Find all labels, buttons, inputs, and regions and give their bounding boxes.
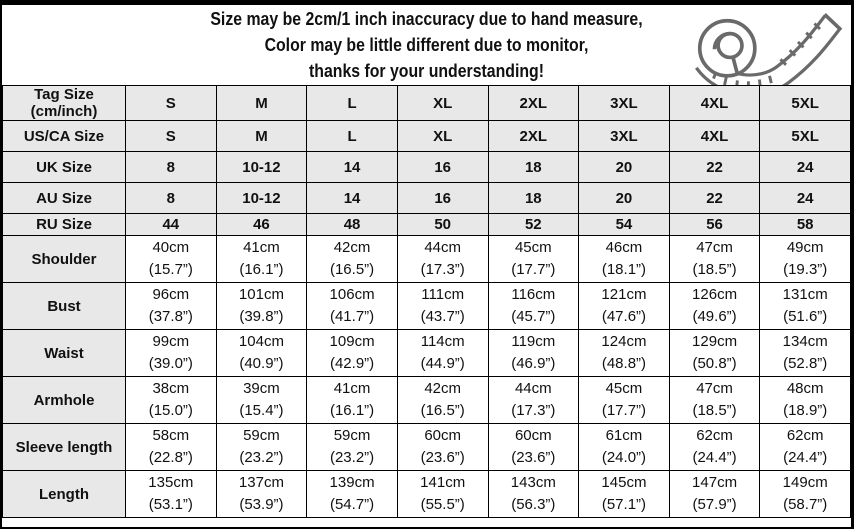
- size-cell: 14: [307, 152, 398, 183]
- measure-cell: [488, 424, 579, 471]
- measure-cell: [760, 377, 851, 424]
- measure-cell: [669, 236, 760, 283]
- measure-cm-value: 42cm: [333, 239, 371, 256]
- measure-cell: [307, 424, 398, 471]
- row-label: [3, 236, 126, 283]
- row-label-line: Waist: [44, 344, 84, 362]
- measure-inch-value: (17.3”): [420, 261, 465, 278]
- size-cell: 18: [488, 183, 579, 214]
- measure-cell: [669, 283, 760, 330]
- measure-cell: [579, 471, 670, 518]
- measure-cm-value: 124cm: [601, 333, 647, 350]
- measure-inch-value: (24.0”): [601, 449, 647, 466]
- measure-cell: [488, 330, 579, 377]
- table-row: [3, 283, 851, 330]
- size-cell: 5XL: [760, 86, 851, 121]
- size-cell: 10-12: [216, 183, 307, 214]
- table-row: [3, 86, 851, 121]
- measure-inch-value: (43.7”): [420, 308, 465, 325]
- row-label: [3, 183, 126, 214]
- measure-inch-value: (45.7”): [511, 308, 556, 325]
- size-cell: 22: [669, 152, 760, 183]
- measure-inch-value: (55.5”): [420, 496, 465, 513]
- size-cell: 10-12: [216, 152, 307, 183]
- size-cell: 8: [126, 183, 217, 214]
- measure-inch-value: (23.2”): [329, 449, 375, 466]
- size-cell: 16: [397, 183, 488, 214]
- measure-cell: [397, 236, 488, 283]
- measure-cm-value: 134cm: [782, 333, 828, 350]
- row-label-line: UK Size: [36, 158, 92, 176]
- row-label: [3, 121, 126, 152]
- measure-cell: [397, 471, 488, 518]
- measure-inch-value: (17.7”): [511, 261, 556, 278]
- measure-cell: [126, 424, 217, 471]
- measure-cell: [126, 377, 217, 424]
- measure-cell: [397, 283, 488, 330]
- measure-cell: [579, 377, 670, 424]
- row-label-line: Sleeve length: [15, 438, 113, 456]
- measure-cell: [126, 330, 217, 377]
- measure-cell: [760, 330, 851, 377]
- size-cell: S: [126, 86, 217, 121]
- measure-inch-value: (16.5”): [420, 402, 465, 419]
- measure-cell: [488, 471, 579, 518]
- measure-cm-value: 147cm: [692, 474, 738, 491]
- measure-cell: [669, 424, 760, 471]
- measure-inch-value: (15.0”): [148, 402, 193, 419]
- measure-inch-value: (15.4”): [239, 402, 284, 419]
- measure-inch-value: (58.7”): [783, 496, 828, 513]
- table-row: [3, 183, 851, 214]
- measure-cell: [579, 236, 670, 283]
- size-cell: 2XL: [488, 86, 579, 121]
- measure-cm-value: 44cm: [514, 380, 552, 397]
- row-label-line: Armhole: [33, 391, 95, 409]
- measure-inch-value: (37.8”): [148, 308, 193, 325]
- measure-inch-value: (19.3”): [783, 261, 828, 278]
- measure-inch-value: (17.3”): [511, 402, 556, 419]
- measure-cell: [307, 283, 398, 330]
- measure-cell: [126, 471, 217, 518]
- measure-cm-value: 135cm: [148, 474, 194, 491]
- row-label: [3, 424, 126, 471]
- measure-cell: [126, 283, 217, 330]
- table-row: [3, 330, 851, 377]
- row-label-line: Bust: [47, 297, 81, 315]
- measure-cell: [669, 330, 760, 377]
- measure-inch-value: (48.8”): [601, 355, 647, 372]
- size-cell: 18: [488, 152, 579, 183]
- row-label: [3, 86, 126, 121]
- measure-inch-value: (16.5”): [329, 261, 375, 278]
- measure-cell: [669, 377, 760, 424]
- measure-cm-value: 109cm: [329, 333, 375, 350]
- size-cell: 4XL: [669, 86, 760, 121]
- row-label-line: RU Size: [36, 216, 92, 233]
- measure-cm-value: 141cm: [420, 474, 466, 491]
- measure-inch-value: (54.7”): [329, 496, 375, 513]
- measure-cell: [126, 236, 217, 283]
- measure-cm-value: 42cm: [424, 380, 462, 397]
- table-row: [3, 214, 851, 236]
- size-cell: 20: [579, 152, 670, 183]
- measure-inch-value: (18.1”): [601, 261, 647, 278]
- size-cell: 22: [669, 183, 760, 214]
- row-label-line: US/CA Size: [23, 127, 105, 145]
- size-cell: 3XL: [579, 121, 670, 152]
- measure-inch-value: (23.2”): [239, 449, 284, 466]
- measure-inch-value: (52.8”): [783, 355, 828, 372]
- size-cell: 46: [216, 214, 307, 236]
- measure-cm-value: 59cm: [243, 427, 280, 444]
- measure-cell: [760, 424, 851, 471]
- size-cell: 48: [307, 214, 398, 236]
- measure-cm-value: 99cm: [152, 333, 190, 350]
- row-label: [3, 214, 126, 236]
- measure-cell: [397, 424, 488, 471]
- measure-inch-value: (39.8”): [239, 308, 284, 325]
- measure-cell: [669, 471, 760, 518]
- measure-cell: [488, 283, 579, 330]
- measure-cm-value: 41cm: [243, 239, 280, 256]
- measure-cell: [307, 377, 398, 424]
- table-row: [3, 424, 851, 471]
- measure-inch-value: (23.6”): [511, 449, 556, 466]
- measure-cell: [307, 236, 398, 283]
- size-cell: L: [307, 121, 398, 152]
- measure-cell: [579, 424, 670, 471]
- row-label-line: Tag Size: [34, 86, 94, 103]
- measure-inch-value: (17.7”): [601, 402, 647, 419]
- measure-cm-value: 39cm: [243, 380, 280, 397]
- measure-cm-value: 45cm: [605, 380, 643, 397]
- measure-cm-value: 47cm: [696, 239, 733, 256]
- measure-cm-value: 62cm: [786, 427, 824, 444]
- table-row: [3, 236, 851, 283]
- table-row: [3, 471, 851, 518]
- measure-cm-value: 45cm: [514, 239, 552, 256]
- size-cell: 56: [669, 214, 760, 236]
- measure-inch-value: (47.6”): [601, 308, 647, 325]
- measure-cm-value: 49cm: [786, 239, 824, 256]
- measure-inch-value: (24.4”): [692, 449, 737, 466]
- measure-inch-value: (57.1”): [601, 496, 647, 513]
- measure-inch-value: (50.8”): [692, 355, 737, 372]
- measure-cell: [760, 471, 851, 518]
- measure-cm-value: 46cm: [605, 239, 643, 256]
- measure-cm-value: 104cm: [238, 333, 284, 350]
- measure-cell: [397, 330, 488, 377]
- measure-cm-value: 62cm: [696, 427, 733, 444]
- measure-inch-value: (46.9”): [511, 355, 556, 372]
- measure-inch-value: (15.7”): [148, 261, 193, 278]
- measure-cm-value: 47cm: [696, 380, 733, 397]
- measure-cm-value: 111cm: [421, 286, 465, 303]
- measure-inch-value: (49.6”): [692, 308, 737, 325]
- measure-inch-value: (53.1”): [148, 496, 193, 513]
- measure-cm-value: 38cm: [152, 380, 190, 397]
- measure-inch-value: (18.5”): [692, 261, 737, 278]
- size-cell: 50: [397, 214, 488, 236]
- row-label-line: Length: [39, 485, 89, 503]
- measure-cell: [397, 377, 488, 424]
- size-cell: 54: [579, 214, 670, 236]
- measure-cm-value: 59cm: [333, 427, 371, 444]
- measure-cell: [307, 330, 398, 377]
- measure-cell: [307, 471, 398, 518]
- measure-cell: [488, 377, 579, 424]
- measure-cm-value: 145cm: [601, 474, 647, 491]
- measure-cell: [579, 283, 670, 330]
- measure-cell: [216, 424, 307, 471]
- size-cell: L: [307, 86, 398, 121]
- measure-inch-value: (41.7”): [329, 308, 375, 325]
- size-cell: 8: [126, 152, 217, 183]
- measure-cm-value: 60cm: [514, 427, 552, 444]
- measure-inch-value: (51.6”): [783, 308, 828, 325]
- size-cell: 52: [488, 214, 579, 236]
- row-label: [3, 283, 126, 330]
- notice-line: Color may be little different due to monitor,: [264, 35, 589, 55]
- row-label-line: Shoulder: [31, 250, 97, 268]
- measure-cm-value: 119cm: [511, 333, 556, 350]
- size-cell: M: [216, 86, 307, 121]
- measure-cell: [216, 377, 307, 424]
- measure-inch-value: (57.9”): [692, 496, 737, 513]
- notice-line: thanks for your understanding!: [309, 61, 544, 81]
- measuring-tape-icon: [683, 7, 845, 85]
- table-row: [3, 121, 851, 152]
- measure-cm-value: 137cm: [238, 474, 284, 491]
- measure-cell: [488, 236, 579, 283]
- size-cell: 5XL: [760, 121, 851, 152]
- measure-inch-value: (56.3”): [511, 496, 556, 513]
- row-label: [3, 330, 126, 377]
- size-cell: M: [216, 121, 307, 152]
- size-cell: 14: [307, 183, 398, 214]
- measure-cm-value: 114cm: [420, 333, 465, 350]
- measure-cm-value: 41cm: [333, 380, 371, 397]
- size-cell: 3XL: [579, 86, 670, 121]
- measure-cm-value: 126cm: [692, 286, 738, 303]
- row-label-line: AU Size: [36, 189, 92, 207]
- measure-inch-value: (16.1”): [239, 261, 284, 278]
- measure-cm-value: 129cm: [692, 333, 738, 350]
- table-row: [3, 377, 851, 424]
- measure-cm-value: 60cm: [424, 427, 462, 444]
- measure-cm-value: 58cm: [152, 427, 190, 444]
- row-label-line: (cm/inch): [30, 103, 98, 120]
- measure-cm-value: 143cm: [510, 474, 556, 491]
- size-cell: 4XL: [669, 121, 760, 152]
- measure-cm-value: 101cm: [238, 286, 284, 303]
- measure-inch-value: (44.9”): [420, 355, 465, 372]
- measure-cm-value: 44cm: [424, 239, 462, 256]
- size-cell: 24: [760, 152, 851, 183]
- measure-inch-value: (53.9”): [239, 496, 284, 513]
- measure-cell: [579, 330, 670, 377]
- measure-inch-value: (16.1”): [329, 402, 375, 419]
- size-cell: 2XL: [488, 121, 579, 152]
- size-cell: XL: [397, 121, 488, 152]
- row-label: [3, 377, 126, 424]
- measure-cm-value: 116cm: [511, 286, 556, 303]
- row-label: [3, 471, 126, 518]
- measure-cm-value: 40cm: [152, 239, 190, 256]
- measure-cm-value: 149cm: [782, 474, 828, 491]
- measure-inch-value: (18.9”): [783, 402, 828, 419]
- measure-cm-value: 48cm: [786, 380, 824, 397]
- measure-cm-value: 61cm: [605, 427, 643, 444]
- measure-cell: [216, 330, 307, 377]
- row-label: [3, 152, 126, 183]
- table-row: [3, 152, 851, 183]
- measure-inch-value: (39.0”): [148, 355, 193, 372]
- size-cell: 44: [126, 214, 217, 236]
- measure-cm-value: 139cm: [329, 474, 375, 491]
- measure-cm-value: 106cm: [329, 286, 375, 303]
- measure-cell: [760, 236, 851, 283]
- size-cell: 20: [579, 183, 670, 214]
- measure-inch-value: (22.8”): [148, 449, 193, 466]
- measure-cm-value: 121cm: [601, 286, 647, 303]
- size-cell: XL: [397, 86, 488, 121]
- measure-inch-value: (40.9”): [239, 355, 284, 372]
- measure-cm-value: 131cm: [782, 286, 828, 303]
- measure-inch-value: (23.6”): [420, 449, 465, 466]
- size-cell: 16: [397, 152, 488, 183]
- size-cell: 58: [760, 214, 851, 236]
- size-chart-table: [2, 85, 851, 518]
- measure-cell: [760, 283, 851, 330]
- measure-cm-value: 96cm: [152, 286, 190, 303]
- measure-cell: [216, 283, 307, 330]
- measure-cell: [216, 471, 307, 518]
- notice-line: Size may be 2cm/1 inch inaccuracy due to hand measure,: [210, 9, 643, 29]
- measure-cell: [216, 236, 307, 283]
- size-cell: S: [126, 121, 217, 152]
- size-cell: 24: [760, 183, 851, 214]
- measure-inch-value: (42.9”): [329, 355, 375, 372]
- measure-inch-value: (24.4”): [783, 449, 828, 466]
- measure-inch-value: (18.5”): [692, 402, 737, 419]
